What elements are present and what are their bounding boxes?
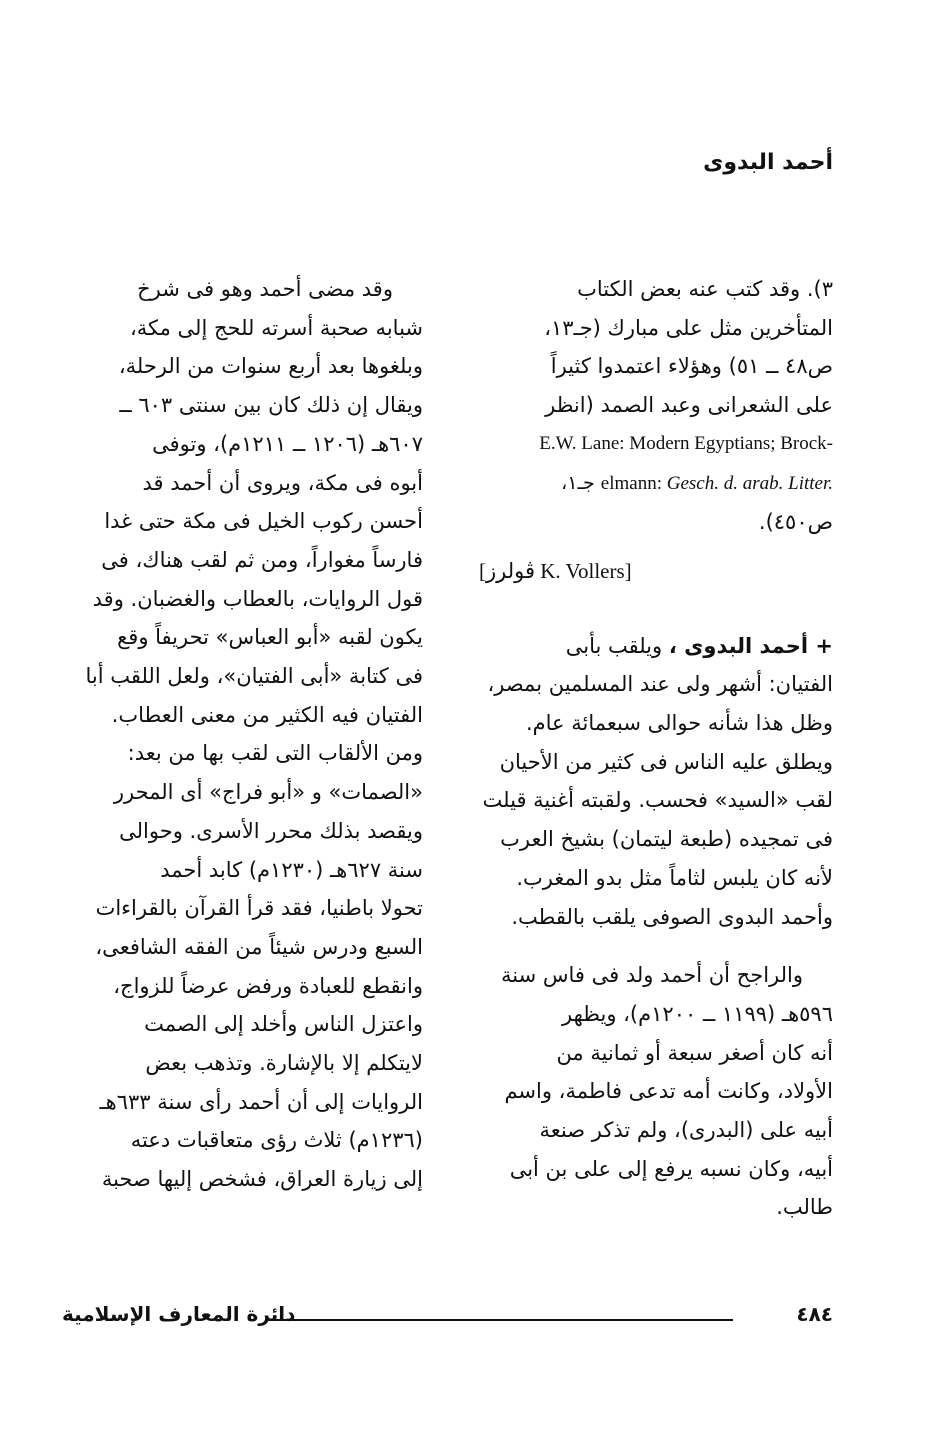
text-line: وظل هذا شأنه حوالى سبعمائة عام. <box>525 711 833 736</box>
text-line: ويقصد بذلك محرر الأسرى. وحوالى <box>119 818 423 843</box>
text-line: أنه كان أصغر سبعة أو ثمانية من <box>556 1040 833 1065</box>
text-line: لأنه كان يلبس لثاماً مثل بدو المغرب. <box>516 865 833 890</box>
citation-author: elmann: <box>600 472 667 494</box>
citation-volume: جـ١، <box>561 471 601 494</box>
text-line: واعتزل الناس وأخلد إلى الصمت <box>144 1012 423 1037</box>
text-line: تحولا باطنيا، فقد قرأ القرآن بالقراءات <box>95 896 423 921</box>
text-line: وقد مضى أحمد وهو فى شرخ <box>137 277 393 301</box>
page-number: ٤٨٤ <box>796 1302 833 1326</box>
text-line: ص٤٥٠). <box>758 510 833 535</box>
entry-first-line <box>473 627 833 666</box>
left-column <box>68 270 423 1199</box>
running-head: أحمد البدوى <box>703 150 833 175</box>
author-byline <box>473 552 833 591</box>
text-line: الأولاد، وكانت أمه تدعى فاطمة، واسم <box>504 1079 833 1104</box>
text-line: وأحمد البدوى الصوفى يلقب بالقطب. <box>511 904 833 929</box>
text-line: فارساً مغواراً، ومن ثم لقب هناك، فى <box>101 547 423 572</box>
text-line: أبيه على (البدرى)، ولم تذكر صنعة <box>539 1118 833 1143</box>
text-line: لقب «السيد» فحسب. ولقبته أغنية قيلت <box>482 788 833 813</box>
text-line: ٦٠٧هـ (١٢٠٦ ــ ١٢١١م)، وتوفى <box>152 431 423 456</box>
text-line: ويطلق عليه الناس فى كثير من الأحيان <box>499 749 833 774</box>
entry-heading: + أحمد البدوى ، <box>668 633 833 658</box>
right-column <box>473 270 833 1227</box>
text-line: لايتكلم إلا بالإشارة. وتذهب بعض <box>145 1051 423 1076</box>
text-line: إلى زيارة العراق، فشخص إليها صحبة <box>101 1167 423 1192</box>
latin-citation-line-2 <box>473 464 833 504</box>
citation-title: Gesch. d. arab. Litter. <box>666 472 833 494</box>
latin-citation-line: E.W. Lane: Modern Egyptians; Brock- <box>539 432 833 454</box>
text-line: أبوه فى مكة، ويروى أن أحمد قد <box>142 470 423 495</box>
text-line: الفتيان: أشهر ولى عند المسلمين بمصر، <box>487 672 833 697</box>
footer-title: دائرة المعارف الإسلامية <box>62 1302 296 1326</box>
text-line: أحسن ركوب الخيل فى مكة حتى غدا <box>104 509 423 534</box>
text-line: شبابه صحبة أسرته للحج إلى مكة، <box>130 315 423 340</box>
text-line: فى كتابة «أبى الفتيان»، ولعل اللقب أبا <box>85 664 423 689</box>
page-footer <box>62 1302 833 1332</box>
text-line: السبع ودرس شيئاً من الفقه الشافعى، <box>95 934 423 959</box>
text-line: الروايات إلى أن أحمد رأى سنة ٦٣٣هـ <box>99 1089 423 1114</box>
text-line: ومن الألقاب التى لقب بها من بعد: <box>127 741 423 766</box>
text-line: قول الروايات، بالعطاب والغضبان. وقد <box>92 586 423 611</box>
text-line: سنة ٦٢٧هـ (١٢٣٠م) كابد أحمد <box>160 857 423 882</box>
entry-first-line-rest: ويلقب بأبى <box>565 633 663 658</box>
text-line: ويقال إن ذلك كان بين سنتى ٦٠٣ ــ <box>119 393 423 418</box>
text-line: الفتيان فيه الكثير من معنى العطاب. <box>111 702 423 727</box>
text-line: «الصمات» و «أبو فراج» أى المحرر <box>113 780 423 805</box>
text-line: المتأخرين مثل على مبارك (جـ١٣، <box>544 315 833 340</box>
text-line: ص٤٨ ــ ٥١) وهؤلاء اعتمدوا كثيراً <box>550 354 833 379</box>
text-line: وبلغوها بعد أربع سنوات من الرحلة، <box>118 354 423 379</box>
author-byline-text: [ڤولرز K. Vollers] <box>479 558 632 583</box>
text-line: ٣). وقد كتب عنه بعض الكتاب <box>577 277 833 301</box>
text-line: فى تمجيده (طبعة ليتمان) بشيخ العرب <box>500 827 833 852</box>
text-line: يكون لقبه «أبو العباس» تحريفاً وقع <box>117 625 423 650</box>
text-line: (١٢٣٦م) ثلاث رؤى متعاقبات دعته <box>130 1128 423 1153</box>
text-line: على الشعرانى وعبد الصمد (انظر <box>545 393 833 418</box>
text-line: ٥٩٦هـ (١١٩٩ ــ ١٢٠٠م)، ويظهر <box>562 1001 833 1026</box>
footer-rule <box>268 1319 733 1321</box>
text-line: والراجح أن أحمد ولد فى فاس سنة <box>501 963 803 988</box>
text-line: وانقطع للعبادة ورفض عرضاً للزواج، <box>113 973 423 998</box>
text-line: أبيه، وكان نسبه يرفع إلى على بن أبى <box>509 1156 833 1181</box>
text-line: طالب. <box>776 1195 833 1220</box>
